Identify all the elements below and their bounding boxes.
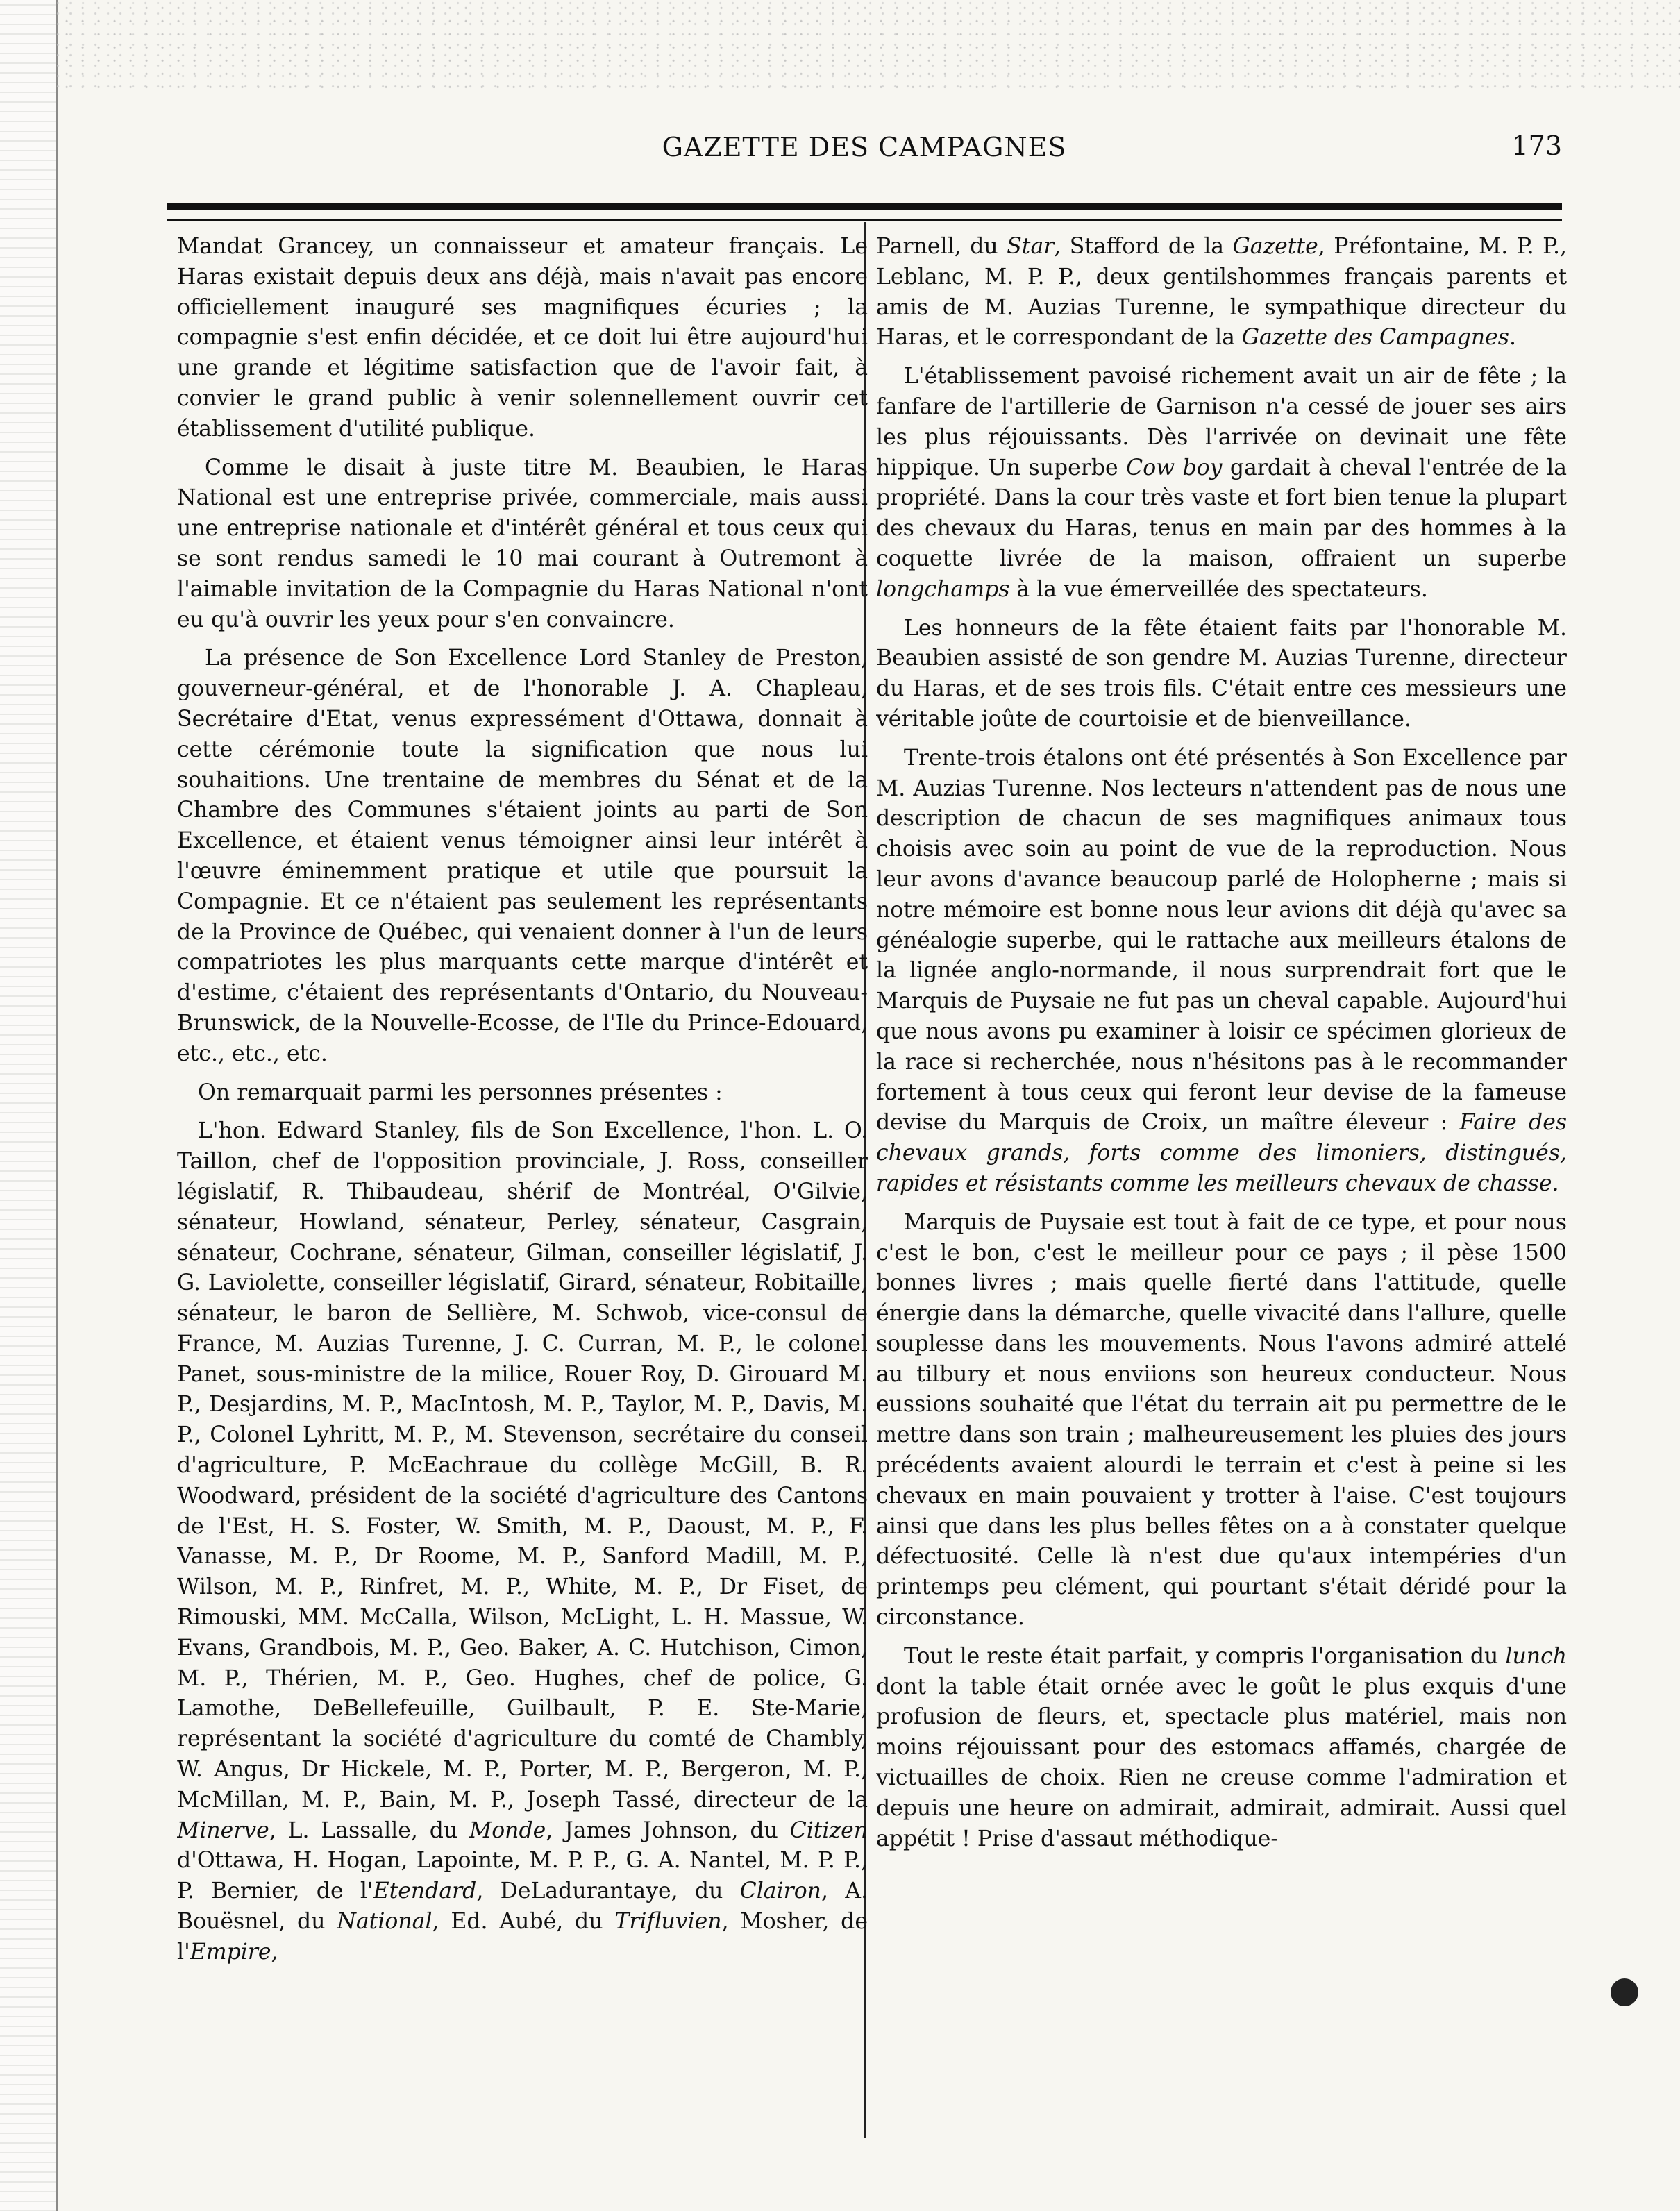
attendees-paragraph — [177, 1116, 868, 1967]
text-run: à la vue émerveillée des spectateurs. — [1016, 576, 1428, 602]
text-run: , Stafford de la — [1054, 234, 1225, 259]
paragraph: La présence de Son Excellence Lord Stanley de Preston, gouverneur-général, et de l'honorable J. A. Chapleau, Secrétaire d'Etat, venus expressément d'Ottawa, donnait à cette cérémonie toute la signification que nous lui souhaitions. Une trentaine de membres du Sénat et de la Chambre des Communes s'étaient joints au parti de Son Excellence, et étaient venus témoigner ainsi leur intérêt à l'œuvre éminemment pratique et utile que poursuit la Compagnie. Et ce n'étaient pas seulement les représentants de la Province de Québec, qui venaient donner à l'un de leurs compatriotes les plus marquants cette marque d'intérêt et d'estime, c'étaient des représentants d'Ontario, du Nouveau-Brunswick, de la Nouvelle-Ecosse, de l'Ile du Prince-Edouard, etc., etc., etc. — [177, 646, 868, 1066]
italic-phrase: Cow boy — [1126, 455, 1223, 480]
paragraph — [876, 362, 1567, 605]
newspaper-name: Gazette — [1232, 234, 1318, 259]
newspaper-name: Gazette des Campagnes — [1241, 325, 1509, 351]
italic-phrase: lunch — [1505, 1643, 1567, 1669]
text-run: L'établissement pavoisé richement avait un air de fête ; la fanfare de l'artillerie de Garnison n'a cessé de jouer ses airs les plus réjouissants. Dès l'arrivée on devinait une fête hippique. Un superbe — [876, 364, 1567, 480]
newspaper-name: National — [337, 1909, 432, 1935]
text-run: gardait à cheval l'entrée de la propriété. Dans la cour très vaste et fort bien tenue la plupart des chevaux du Haras, tenus en main par des hommes à la coquette livrée de la maison, offraient un superbe — [876, 455, 1567, 571]
text-run: Tout le reste était parfait, y compris l'organisation du — [904, 1643, 1499, 1669]
paragraph: Marquis de Puysaie est tout à fait de ce type, et pour nous c'est le bon, c'est le meilleur pour ce pays ; il pèse 1500 bonnes livres ; mais quelle fierté dans l'attitude, quelle énergie dans la démarche, quelle vivacité dans l'allure, quelle souplesse dans les mouvements. Nous l'avons admiré attelé au tilbury et nous enviions son heureux conducteur. Nous eussions souhaité que l'état du terrain ait pu permettre de le mettre dans son train ; malheureusement les pluies des jours précédents avaient alourdi le terrain et c'est à peine si les chevaux en main pouvaient y trotter à l'aise. C'est toujours ainsi que dans les plus belles fêtes on a à constater quelque défectuosité. Celle là n'est due qu'aux intempéries d'un printemps peu clément, qui pourtant s'était déridé pour la circonstance. — [876, 1209, 1567, 1631]
paragraph: Mandat Grancey, un connaisseur et amateur français. Le Haras existait depuis deux ans déjà, mais n'avait pas encore officiellement inauguré ses magnifiques écuries ; la compagnie s'est enfin décidée, et ce doit lui être aujourd'hui une grande et légitime satisfaction que de l'avoir fait, à convier le grand public à venir solennellement ouvrir cet établissement d'utilité publique. — [177, 234, 868, 442]
text-run: dont la table était ornée avec le goût le plus exquis d'une profusion de fleurs, et, spectacle plus matériel, mais non moins réjouissant pour des estomacs affamés, chargée de victuailles de choix. Rien ne creuse comme l'admiration et depuis une heure on admirait, admirait, admirait. Aussi quel appétit ! Prise d'assaut méthodique- — [876, 1674, 1567, 1851]
text-run: , James Johnson, du — [546, 1817, 778, 1843]
page-number: 173 — [1511, 131, 1562, 161]
header-rule-thin — [167, 219, 1562, 221]
left-column — [177, 232, 868, 2162]
paper-hole — [1611, 1978, 1638, 2006]
text-run: , L. Lassalle, du — [269, 1817, 458, 1843]
header-rule-thick — [167, 203, 1562, 210]
newspaper-name: Etendard — [373, 1878, 477, 1904]
text-run: , — [271, 1939, 278, 1965]
text-run: , Mosher, de l' — [177, 1909, 868, 1965]
paragraph — [876, 232, 1567, 353]
text-run: . — [1509, 325, 1516, 351]
newspaper-name: Monde — [469, 1817, 546, 1843]
text-run: Parnell, du — [876, 234, 998, 259]
text-run: , A. Bouësnel, du — [177, 1878, 868, 1935]
scan-noise — [56, 0, 1680, 90]
italic-phrase: longchamps — [876, 576, 1010, 602]
newspaper-name: Citizen — [789, 1817, 868, 1843]
paragraph: Les honneurs de la fête étaient faits par l'honorable M. Beaubien assisté de son gendre M. Auzias Turenne, directeur du Haras, et de ses trois fils. C'était entre ces messieurs une véritable joûte de courtoisie et de bienveillance. — [876, 615, 1567, 732]
text-run: d'Ottawa, H. Hogan, Lapointe, M. P. P., G. A. Nantel, M. P. P., P. Bernier, de l' — [177, 1848, 868, 1904]
newspaper-name: Clairon — [739, 1878, 821, 1904]
paragraph — [876, 1642, 1567, 1855]
text-run: , Ed. Aubé, du — [432, 1909, 603, 1935]
paragraph: On remarquait parmi les personnes présentes : — [198, 1079, 723, 1105]
paragraph: Comme le disait à juste titre M. Beaubien, le Haras National est une entreprise privée, commerciale, mais aussi une entreprise nationale et d'intérêt général et tous ceux qui se sont rendus samedi le 10 mai courant à Outremont à l'aimable invitation de la Compagnie du Haras National n'ont eu qu'à ouvrir les yeux pour s'en convaincre. — [177, 455, 868, 632]
text-run: , DeLadurantaye, du — [476, 1878, 723, 1904]
newspaper-name: Star — [1007, 234, 1055, 259]
newspaper-name: Trifluvien — [614, 1909, 722, 1935]
paragraph — [876, 743, 1567, 1200]
text-run: Trente-trois étalons ont été présentés à Son Excellence par M. Auzias Turenne. Nos lecteurs n'attendent pas de nous une description de chacun de ses magnifiques animaux tous choisis avec soin au point de vue de la reproduction. Nous leur avons d'avance beaucoup parlé de Holopherne ; mais si notre mémoire est bonne nous leur avions dit déjà qu'avec sa généalogie superbe, qui le rattache aux meilleurs étalons de la lignée anglo-normande, il nous surprendrait fort que le Marquis de Puysaie ne fut pas un cheval capable. Aujourd'hui que nous avons pu examiner à loisir ce spécimen glorieux de la race si recherchée, nous n'hésitons pas à le recommander fortement à tous ceux qui feront leur devise de la fameuse devise du Marquis de Croix, un maître éleveur : — [876, 745, 1567, 1136]
binding-edge — [0, 0, 58, 2211]
newspaper-name: Empire — [190, 1939, 271, 1965]
right-column — [876, 232, 1567, 2162]
motto: Faire des chevaux grands, forts comme des limoniers, distingués, rapides et résistants comme les meilleurs chevaux de chasse. — [876, 1110, 1567, 1196]
running-head: GAZETTE DES CAMPAGNES — [662, 132, 1067, 162]
newspaper-name: Minerve — [177, 1817, 269, 1843]
text-run: , Préfontaine, M. P. P., Leblanc, M. P. P., deux gentilshommes français parents et amis de M. Auzias Turenne, le sympathique directeur du Haras, et le correspondant de la — [876, 234, 1567, 351]
text-run: L'hon. Edward Stanley, fils de Son Excellence, l'hon. L. O. Taillon, chef de l'opposition provinciale, J. Ross, conseiller législatif, R. Thibaudeau, shérif de Montréal, O'Gilvie, sénateur, Howland, sénateur, Perley, sénateur, Casgrain, sénateur, Cochrane, sénateur, Gilman, conseiller législatif, J. G. Laviolette, conseiller législatif, Girard, sénateur, Robitaille, sénateur, le baron de Sellière, M. Schwob, vice-consul de France, M. Auzias Turenne, J. C. Curran, M. P., le colonel Panet, sous-ministre de la milice, Rouer Roy, D. Girouard M. P., Desjardins, M. P., MacIntosh, M. P., Taylor, M. P., Davis, M. P., Colonel Lyhritt, M. P., M. Stevenson, secrétaire du conseil d'agriculture, P. McEachraue du collège McGill, B. R. Woodward, président de la société d'agriculture des Cantons de l'Est, H. S. Foster, W. Smith, M. P., Daoust, M. P., F. Vanasse, M. P., Dr Roome, M. P., Sanford Madill, M. P., Wilson, M. P., Rinfret, M. P., White, M. P., Dr Fiset, de Rimouski, MM. McCalla, Wilson, McLight, L. H. Massue, W. Evans, Grandbois, M. P., Geo. Baker, A. C. Hutchison, Cimon, M. P., Thérien, M. P., Geo. Hughes, chef de police, G. Lamothe, DeBellefeuille, Guilbault, P. E. Ste-Marie, représentant la société d'agriculture du comté de Chambly, W. Angus, Dr Hickele, M. P., Porter, M. P., Bergeron, M. P., McMillan, M. P., Bain, M. P., Joseph Tassé, directeur de la — [177, 1118, 868, 1813]
